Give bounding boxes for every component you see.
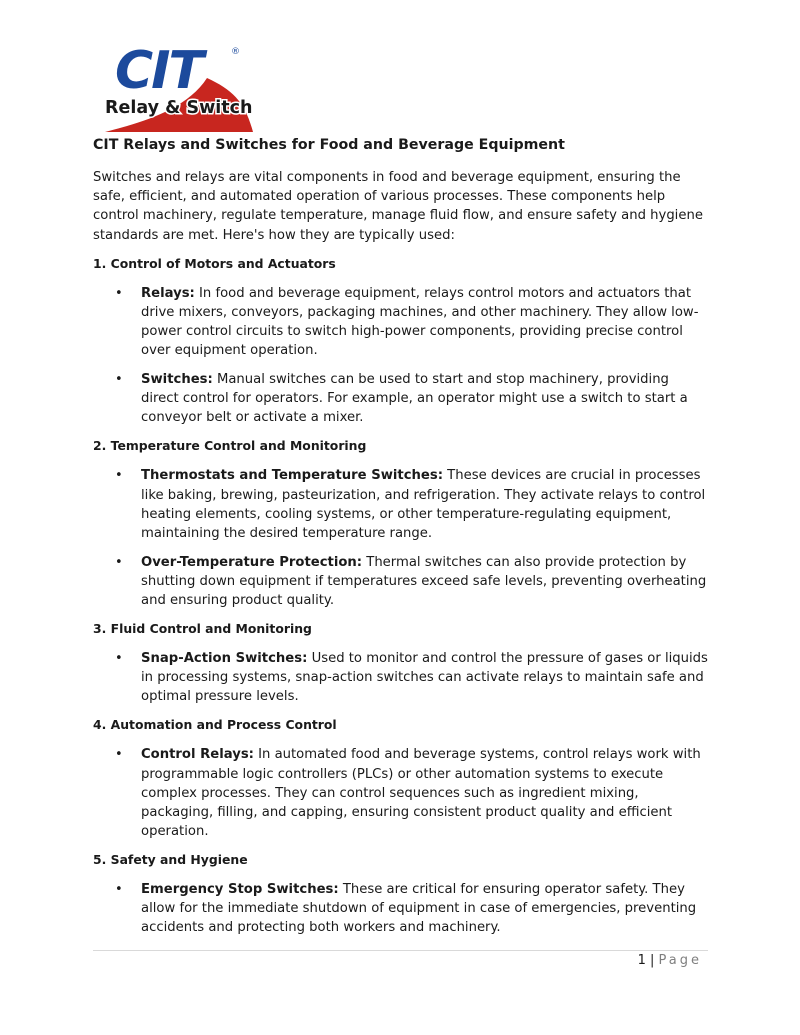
bullet-icon: • (115, 651, 123, 667)
section-heading: 4. Automation and Process Control (93, 717, 337, 733)
document-body (93, 126, 709, 947)
logo-registered-mark: ® (231, 47, 240, 57)
section-heading: 3. Fluid Control and Monitoring (93, 621, 312, 637)
list-item (93, 553, 709, 610)
list-item (93, 649, 709, 706)
bullet-list (93, 649, 709, 706)
logo-tagline: Relay & Switch (105, 98, 253, 118)
bullet-icon: • (115, 747, 123, 763)
item-term: Emergency Stop Switches: (141, 881, 339, 897)
bullet-icon: • (115, 372, 123, 388)
list-item (93, 466, 709, 542)
cit-logo-graphic (95, 40, 260, 138)
intro-paragraph: Switches and relays are vital components in food and beverage equipment, ensuring the safe, efficient, and automated operation of various processes. These components help control machinery, regulate temperature, manage fluid flow, and ensure safety and hygiene standards are met. Here's how they are typically used: (93, 170, 703, 243)
list-item (93, 370, 709, 427)
item-text: In automated food and beverage systems, control relays work with programmable logic controllers (PLCs) or other automation systems to execute complex processes. They can control sequences such as ingredient mixing, packaging, filling, and capping, ensuring consistent product quality and efficient operation. (141, 747, 701, 839)
item-term: Switches: (141, 372, 213, 388)
item-text: These devices are crucial in processes like baking, brewing, pasteurization, and refrigeration. They activate relays to control heating elements, cooling systems, or other temperature-regulating equipment, maintaining the desired temperature range. (141, 468, 706, 541)
section-heading: 2. Temperature Control and Monitoring (93, 438, 367, 454)
sections-container (93, 255, 709, 937)
footer-separator: | (649, 953, 655, 968)
page-number: 1 (637, 953, 646, 968)
item-term: Control Relays: (141, 747, 254, 763)
bullet-list (93, 466, 709, 610)
list-item (93, 745, 709, 840)
page-label: Page (658, 953, 702, 968)
bullet-icon: • (115, 554, 123, 570)
list-item (93, 284, 709, 360)
item-text: These are critical for ensuring operator safety. They allow for the immediate shutdown of equipment in case of emergencies, preventing accidents and protecting both workers and machinery. (141, 881, 697, 936)
footer-divider (93, 950, 708, 951)
item-term: Snap-Action Switches: (141, 651, 308, 667)
item-term: Relays: (141, 285, 195, 301)
section-heading: 5. Safety and Hygiene (93, 851, 248, 867)
page-title: CIT Relays and Switches for Food and Beverage Equipment (93, 137, 565, 153)
bullet-icon: • (115, 285, 123, 301)
item-text: Used to monitor and control the pressure of gases or liquids in processing systems, snap-action switches can activate relays to maintain safe and optimal pressure levels. (141, 651, 708, 705)
item-text: Thermal switches can also provide protection by shutting down equipment if temperatures exceed safe levels, preventing overheating and ensuring product quality. (141, 554, 707, 609)
list-item (93, 880, 709, 937)
item-text: Manual switches can be used to start and stop machinery, providing direct control for operators. For example, an operator might use a switch to start a conveyor belt or activate a mixer. (141, 372, 688, 426)
company-logo (95, 40, 260, 138)
logo-brand-text: CIT (115, 41, 202, 101)
item-text: In food and beverage equipment, relays control motors and actuators that drive mixers, conveyors, packaging machines, and other machinery. They allow low-power control circuits to switch high-power components, providing precise control over equipment operation. (141, 285, 699, 359)
item-term: Over-Temperature Protection: (141, 554, 363, 570)
item-term: Thermostats and Temperature Switches: (141, 468, 443, 484)
bullet-icon: • (115, 468, 123, 484)
section-heading: 1. Control of Motors and Actuators (93, 255, 336, 271)
page-footer (638, 953, 702, 968)
bullet-icon: • (115, 881, 123, 897)
bullet-list (93, 880, 709, 937)
bullet-list (93, 284, 709, 428)
bullet-list (93, 745, 709, 840)
